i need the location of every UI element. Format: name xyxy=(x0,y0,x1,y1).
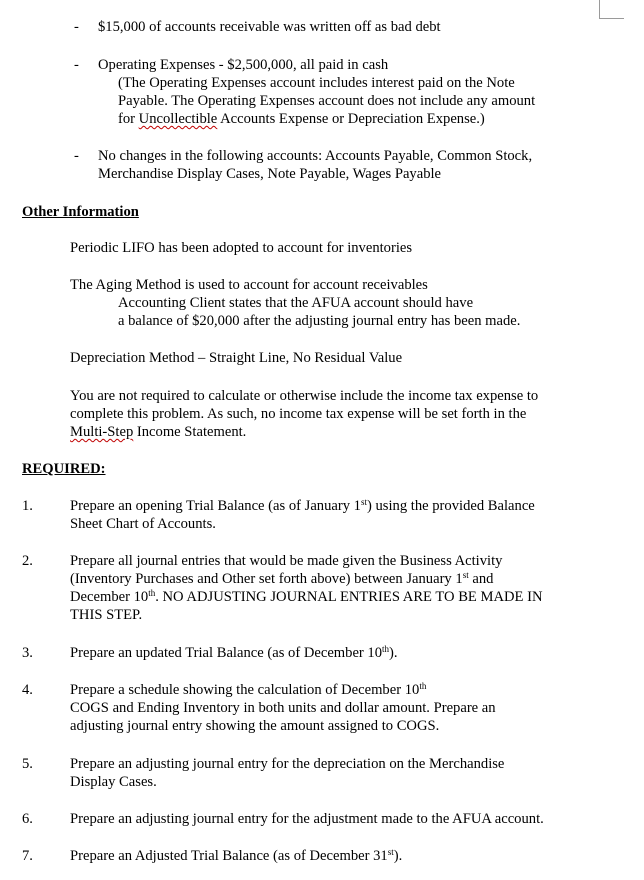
superscript: th xyxy=(419,681,427,691)
item-number: 1. xyxy=(22,498,33,514)
bullet-dash: - xyxy=(74,148,79,164)
text-fragment: Income Statement. xyxy=(133,424,247,440)
required-item-1 xyxy=(70,497,535,515)
superscript: th xyxy=(148,588,156,598)
required-item-2-cont: THIS STEP. xyxy=(70,607,143,623)
required-item-2-cont xyxy=(70,570,493,588)
required-item-2-cont xyxy=(70,588,543,606)
item-number: 2. xyxy=(22,553,33,569)
aging-method-line: Accounting Client states that the AFUA account should have xyxy=(118,295,474,311)
required-item-5: Prepare an adjusting journal entry for the depreciation on the Merchandise xyxy=(70,756,505,772)
required-item-1-cont: Sheet Chart of Accounts. xyxy=(70,516,216,532)
bullet-dash: - xyxy=(74,19,79,35)
required-item-6: Prepare an adjusting journal entry for the adjustment made to the AFUA account. xyxy=(70,811,544,827)
bullet-bad-debt: $15,000 of accounts receivable was written off as bad debt xyxy=(98,19,441,35)
bullet-no-changes-cont: Merchandise Display Cases, Note Payable, Wages Payable xyxy=(98,166,442,182)
spellcheck-word: Uncollectible xyxy=(138,111,218,127)
text-fragment: and xyxy=(468,571,494,587)
required-item-5-cont: Display Cases. xyxy=(70,774,157,790)
page-corner-mark xyxy=(599,0,624,19)
tax-note-line xyxy=(70,423,246,441)
text-fragment: ). xyxy=(393,848,403,864)
superscript: st xyxy=(462,570,469,580)
item-number: 5. xyxy=(22,756,33,772)
text-fragment: for xyxy=(118,111,139,127)
required-item-4-cont: adjusting journal entry showing the amount assigned to COGS. xyxy=(70,718,440,734)
text-fragment: (Inventory Purchases and Other set forth above) between January 1 xyxy=(70,571,463,587)
superscript: st xyxy=(360,497,367,507)
operating-note-line xyxy=(118,110,485,128)
required-item-4-cont: COGS and Ending Inventory in both units and dollar amount. Prepare an xyxy=(70,700,496,716)
aging-method-line: a balance of $20,000 after the adjusting journal entry has been made. xyxy=(118,313,521,329)
item-number: 6. xyxy=(22,811,33,827)
operating-note-line: Payable. The Operating Expenses account does not include any amount xyxy=(118,93,536,109)
required-item-2: Prepare all journal entries that would be made given the Business Activity xyxy=(70,553,503,569)
aging-method-line: The Aging Method is used to account for account receivables xyxy=(70,277,428,293)
required-item-4 xyxy=(70,681,426,699)
text-fragment: December 10 xyxy=(70,589,149,605)
text-fragment: ). xyxy=(389,645,398,661)
text-fragment: Prepare an opening Trial Balance (as of January 1 xyxy=(70,498,361,514)
lifo-statement: Periodic LIFO has been adopted to account for inventories xyxy=(70,240,413,256)
text-fragment: . NO ADJUSTING JOURNAL ENTRIES ARE TO BE MADE IN xyxy=(155,589,543,605)
bullet-no-changes: No changes in the following accounts: Accounts Payable, Common Stock, xyxy=(98,148,533,164)
item-number: 3. xyxy=(22,645,33,661)
text-fragment: ) using the provided Balance xyxy=(367,498,535,514)
superscript: th xyxy=(382,644,390,654)
required-item-3 xyxy=(70,644,398,662)
item-number: 4. xyxy=(22,682,33,698)
section-heading-other-information: Other Information xyxy=(22,204,139,220)
tax-note-line: You are not required to calculate or otherwise include the income tax expense to xyxy=(70,388,539,404)
spellcheck-word: Multi-Step xyxy=(70,424,134,440)
text-fragment: Prepare a schedule showing the calculation of December 10 xyxy=(70,682,420,698)
required-item-7 xyxy=(70,847,402,865)
text-fragment: Prepare an updated Trial Balance (as of December 10 xyxy=(70,645,383,661)
text-fragment: Prepare an Adjusted Trial Balance (as of December 31 xyxy=(70,848,388,864)
depreciation-method: Depreciation Method – Straight Line, No Residual Value xyxy=(70,350,403,366)
superscript: st xyxy=(387,847,394,857)
item-number: 7. xyxy=(22,848,33,864)
bullet-dash: - xyxy=(74,57,79,73)
section-heading-required: REQUIRED: xyxy=(22,461,106,477)
operating-note-line: (The Operating Expenses account includes interest paid on the Note xyxy=(118,75,515,91)
bullet-operating-expenses: Operating Expenses - $2,500,000, all paid in cash xyxy=(98,57,389,73)
text-fragment: Accounts Expense or Depreciation Expense.) xyxy=(217,111,485,127)
tax-note-line: complete this problem. As such, no income tax expense will be set forth in the xyxy=(70,406,527,422)
